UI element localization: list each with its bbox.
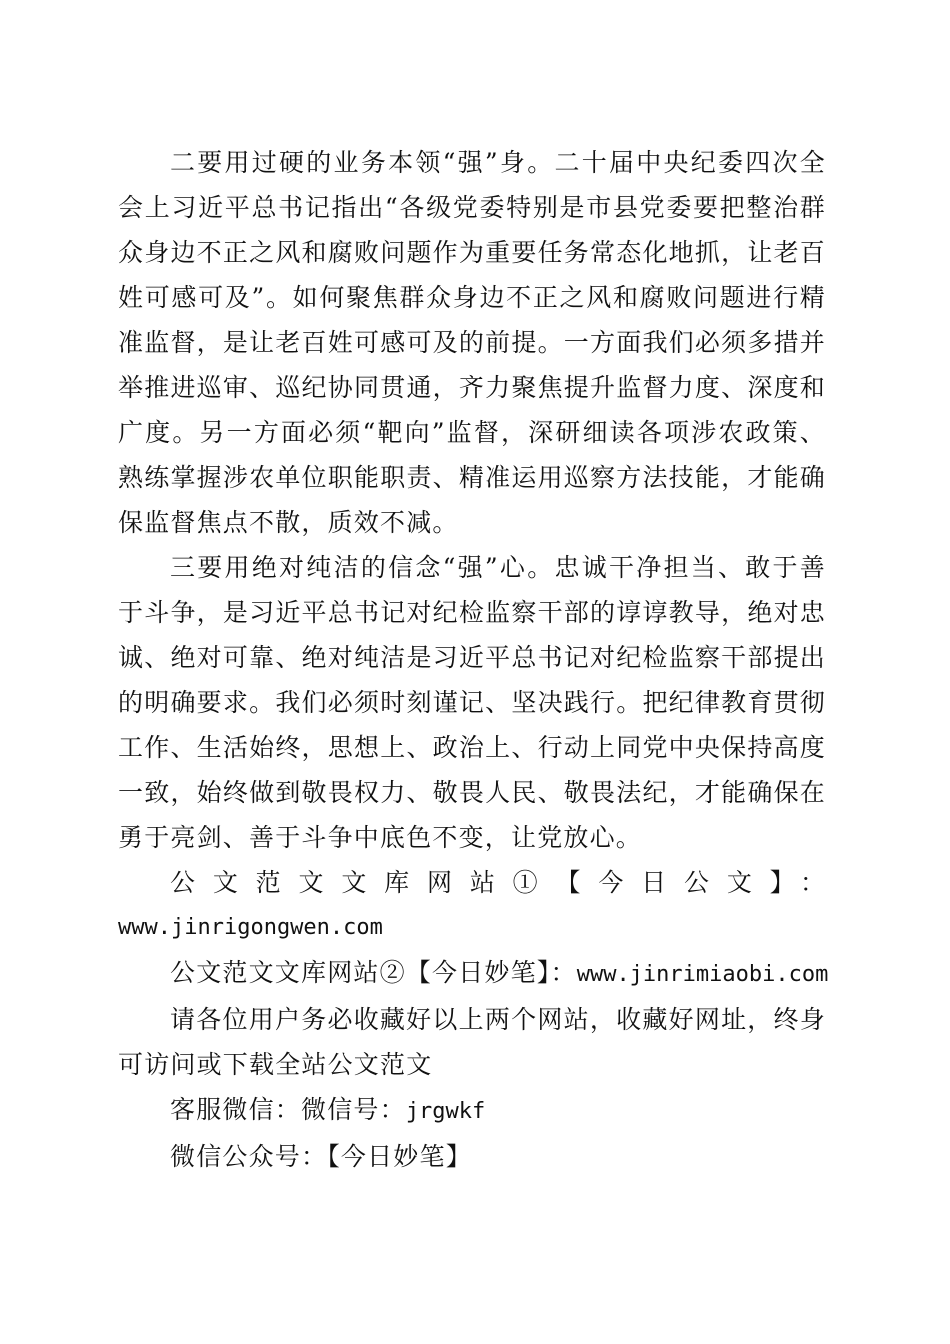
service-label: 客服微信：微信号： xyxy=(170,1095,406,1124)
service-line xyxy=(118,1087,826,1134)
site1-label: 公文范文文库网站①【今日公文】： xyxy=(170,868,826,897)
paragraph-2: 三要用绝对纯洁的信念“强”心。忠诚干净担当、敢于善于斗争，是习近平总书记对纪检监察干部的谆谆教导，绝对忠诚、绝对可靠、绝对纯洁是习近平总书记对纪检监察干部提出的明确要求。我们必须时刻谨记、坚决践行。把纪律教育贯彻工作、生活始终，思想上、政治上、行动上同党中央保持高度一致，始终做到敬畏权力、敬畏人民、敬畏法纪，才能确保在勇于亮剑、善于斗争中底色不变，让党放心。 xyxy=(118,553,826,852)
service-id: jrgwkf xyxy=(405,1099,486,1124)
paragraph-1: 二要用过硬的业务本领“强”身。二十届中央纪委四次全会上习近平总书记指出“各级党委特别是市县党委要把整治群众身边不正之风和腐败问题作为重要任务常态化地抓，让老百姓可感可及”。如何聚焦群众身边不正之风和腐败问题进行精准监督，是让老百姓可感可及的前提。一方面我们必须多措并举推进巡审、巡纪协同贯通，齐力聚焦提升监督力度、深度和广度。另一方面必须“靶向”监督，深研细读各项涉农政策、熟练掌握涉农单位职能职责、精准运用巡察方法技能，才能确保监督焦点不散，质效不减。 xyxy=(118,148,826,537)
site2-url[interactable]: www.jinrimiaobi.com xyxy=(576,962,829,987)
notice-text: 请各位用户务必收藏好以上两个网站，收藏好网址，终身可访问或下载全站公文范文 xyxy=(118,1005,826,1079)
site1-line xyxy=(118,860,826,950)
official-account: 微信公众号：【今日妙笔】 xyxy=(170,1142,472,1171)
site1-url[interactable]: www.jinrigongwen.com xyxy=(118,915,383,940)
site2-line xyxy=(118,950,829,997)
document-page xyxy=(118,140,829,1179)
site2-label: 公文范文文库网站②【今日妙笔】： xyxy=(170,958,577,987)
